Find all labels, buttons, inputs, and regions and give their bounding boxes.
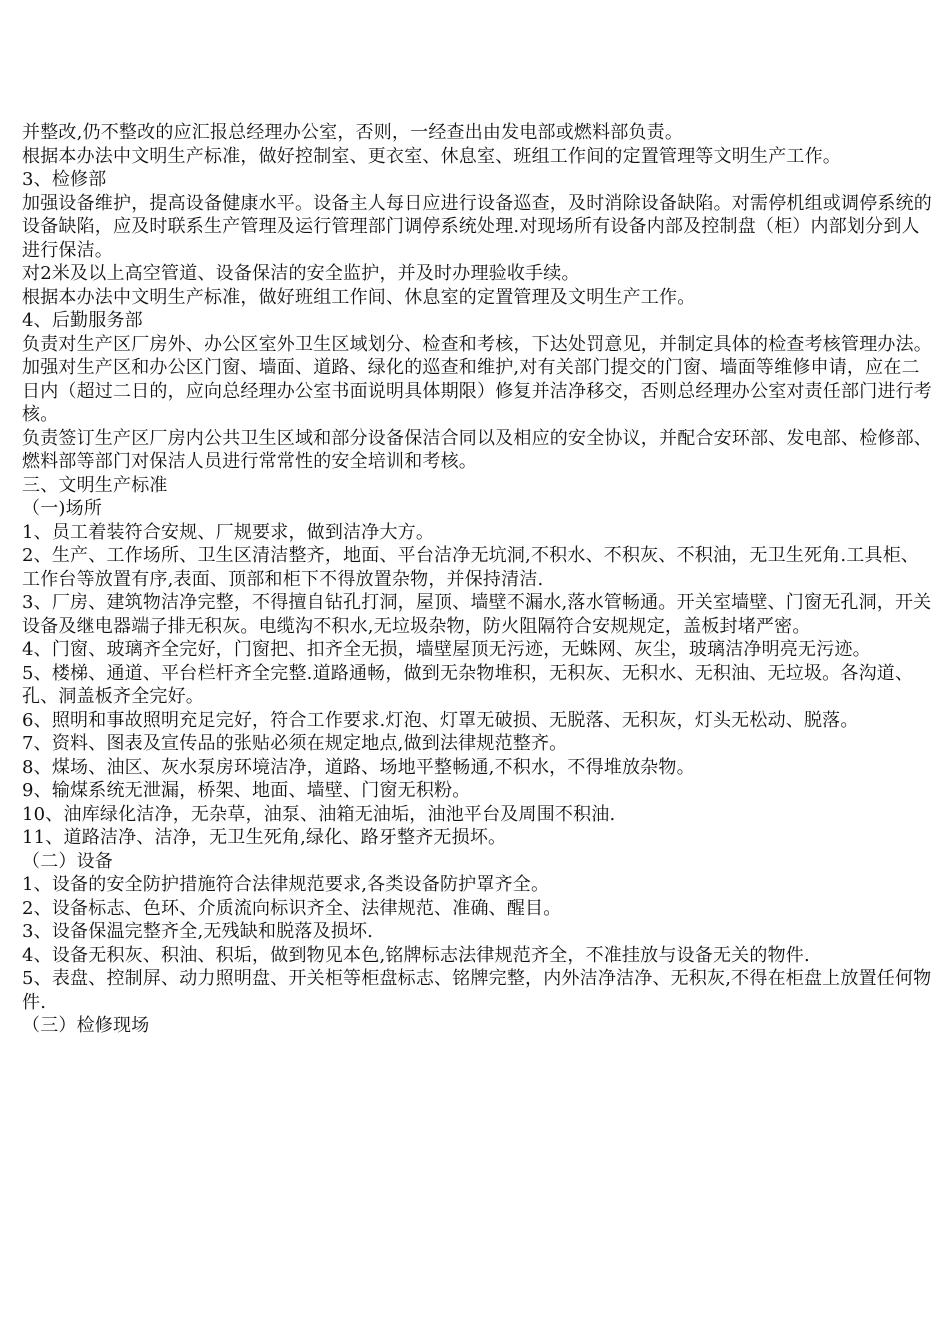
list-item: 5、表盘、控制屏、动力照明盘、开关柜等柜盘标志、铭牌完整，内外洁净洁净、无积灰,不得在柜盘上放置任何物件. <box>22 968 932 1013</box>
paragraph-9: 负责签订生产区厂房内公共卫生区域和部分设备保洁合同以及相应的安全协议，并配合安环部、发电部、检修部、燃料部等部门对保洁人员进行常常性的安全培训和考核。 <box>22 427 932 472</box>
subsection-heading-sites: （一)场所 <box>22 498 103 519</box>
paragraph-6: 根据本办法中文明生产标准，做好班组工作间、休息室的定置管理及文明生产工作。 <box>22 286 696 308</box>
list-item: 3、设备保温完整齐全,无残缺和脱落及损坏. <box>22 921 374 942</box>
list-item: 7、资料、图表及宣传品的张贴必须在规定地点,做到法律规范整齐。 <box>22 733 568 754</box>
paragraph-1: 并整改,仍不整改的应汇报总经理办公室，否则，一经查出由发电部或燃料部负责。 <box>22 122 684 143</box>
paragraph-5: 对2米及以上高空管道、设备保洁的安全监护，并及时办理验收手续。 <box>22 263 580 284</box>
list-item: 11、道路洁净、洁净，无卫生死角,绿化、路牙整齐无损坏。 <box>22 827 507 848</box>
list-item: 5、楼梯、通道、平台栏杆齐全完整.道路通畅，做到无杂物堆积，无积灰、无积水、无积油、无垃圾。各沟道、孔、洞盖板齐全完好。 <box>22 662 914 707</box>
list-item: 2、设备标志、色环、介质流向标识齐全、法律规范、准确、醒目。 <box>22 897 562 919</box>
paragraph-4: 加强设备维护，提高设备健康水平。设备主人每日应进行设备巡查，及时消除设备缺陷。对需停机组或调停系统的设备缺陷，应及时联系生产管理及运行管理部门调停系统处理.对现场所有设备内部及控制盘（柜）内部划分到人进行保洁。 <box>22 192 932 261</box>
subsection-heading-maintenance-site: （三）检修现场 <box>22 1015 150 1036</box>
list-item: 8、煤场、油区、灰水泵房环境洁净，道路、场地平整畅通,不积水，不得堆放杂物。 <box>22 756 695 778</box>
list-item: 6、照明和事故照明充足完好，符合工作要求.灯泡、灯罩无破损、无脱落、无积灰，灯头无松动、脱落。 <box>22 709 859 731</box>
list-item: 4、门窗、玻璃齐全完好，门窗把、扣齐全无损，墙壁屋顶无污迹，无蛛网、灰尘，玻璃洁净明亮无污迹。 <box>22 639 871 660</box>
list-item: 2、生产、工作场所、卫生区清洁整齐，地面、平台洁净无坑洞,不积水、不积灰、不积油，无卫生死角.工具柜、工作台等放置有序,表面、顶部和柜下不得放置杂物，并保持清洁. <box>22 545 920 590</box>
paragraph-8: 负责对生产区厂房外、办公区室外卫生区域划分、检查和考核，下达处罚意见，并制定具体的检查考核管理办法。加强对生产区和办公区门窗、墙面、道路、绿化的巡查和维护,对有关部门提交的门窗、墙面等维修申请，应在二日内（超过二日的，应向总经理办公室书面说明具体期限）修复并洁净移交，否则总经理办公室对责任部门进行考核。 <box>22 333 932 425</box>
section-heading-standards: 三、文明生产标准 <box>22 474 168 496</box>
subsection-heading-equipment: （二）设备 <box>22 850 113 872</box>
list-item: 4、设备无积灰、积油、积垢，做到物见本色,铭牌标志法律规范齐全，不准挂放与设备无关的物件. <box>22 944 810 966</box>
section-heading-maintenance: 3、检修部 <box>22 169 107 190</box>
list-item: 10、油库绿化洁净，无杂草，油泵、油箱无油垢，油池平台及周围不积油. <box>22 803 616 825</box>
section-heading-logistics: 4、后勤服务部 <box>22 310 143 331</box>
list-item: 9、输煤系统无泄漏，桥架、地面、墙壁、门窗无积粉。 <box>22 780 471 801</box>
list-item: 1、设备的安全防护措施符合法律规范要求,各类设备防护罩齐全。 <box>22 874 550 895</box>
paragraph-2: 根据本办法中文明生产标准，做好控制室、更衣室、休息室、班组工作间的定置管理等文明生产工作。 <box>22 145 841 167</box>
list-item: 1、员工着装符合安规、厂规要求，做到洁净大方。 <box>22 521 435 543</box>
list-item: 3、厂房、建筑物洁净完整，不得擅自钻孔打洞，屋顶、墙壁不漏水,落水管畅通。开关室墙壁、门窗无孔洞，开关设备及继电器端子排无积灰。电缆沟不积水,无垃圾杂物，防火阻隔符合安规规定，盖板封堵严密。 <box>22 592 932 637</box>
